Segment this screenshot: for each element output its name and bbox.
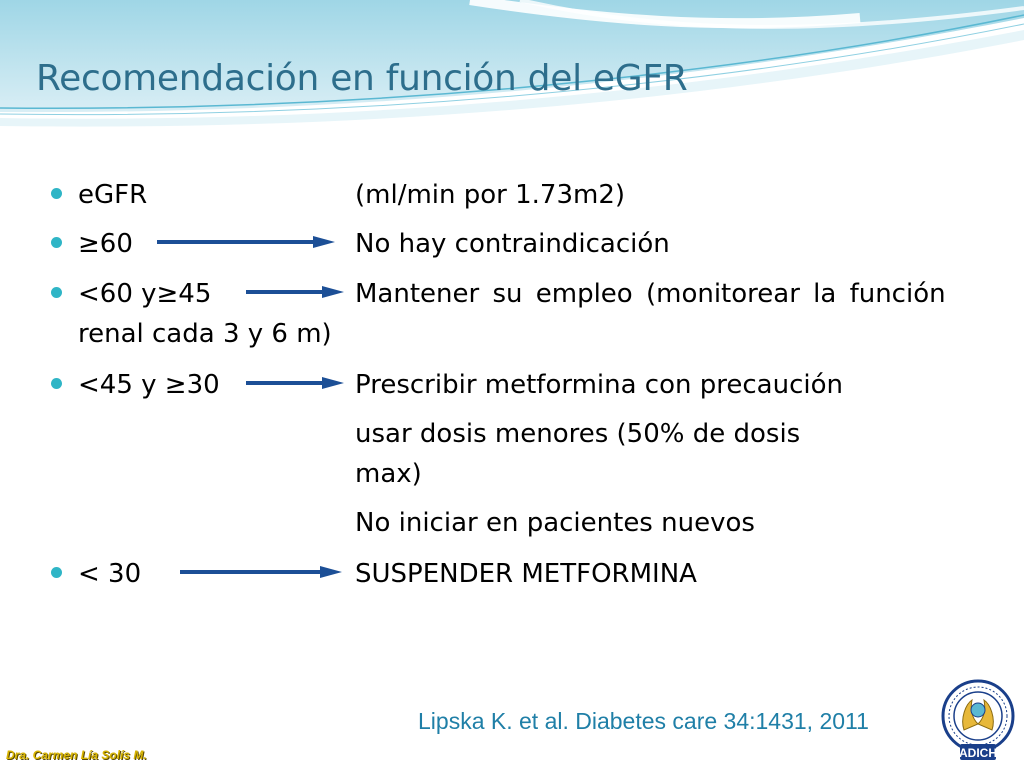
bullet-icon [51, 378, 62, 389]
recommendation-60: No hay contraindicación [355, 229, 670, 259]
recommendation-30-45-a: Prescribir metformina con precaución [355, 370, 843, 400]
bullet-icon [51, 567, 62, 578]
arrow-right-icon [244, 284, 346, 300]
slide-title: Recomendación en función del eGFR [36, 58, 688, 99]
citation: Lipska K. et al. Diabetes care 34:1431, 2011 [418, 708, 869, 734]
author-footer: Dra. Carmen Lía Solís M. [6, 748, 147, 762]
egfr-range-45-60: <60 y≥45 [78, 279, 212, 309]
recommendation-45-60: Mantener su empleo (monitorear la función [355, 279, 946, 309]
recommendation-lt30: SUSPENDER METFORMINA [355, 559, 697, 589]
recommendation-30-45-b: usar dosis menores (50% de dosis [355, 419, 801, 449]
adich-logo [938, 678, 1018, 764]
recommendation-45-60-continued: renal cada 3 y 6 m) [78, 319, 332, 349]
arrow-right-icon [155, 234, 337, 250]
svg-text:ADICH: ADICH [959, 746, 997, 760]
arrow-right-icon [244, 375, 346, 391]
bullet-icon [51, 188, 62, 199]
egfr-range-30-45: <45 y ≥30 [78, 370, 220, 400]
bullet-icon [51, 287, 62, 298]
bullet-icon [51, 237, 62, 248]
egfr-range-60: ≥60 [78, 229, 133, 259]
egfr-range-lt30: < 30 [78, 559, 142, 589]
recommendation-30-45-c: max) [355, 459, 422, 489]
arrow-right-icon [178, 564, 344, 580]
recommendation-30-45-d: No iniciar en pacientes nuevos [355, 508, 755, 538]
units-label: (ml/min por 1.73m2) [355, 180, 626, 210]
egfr-label: eGFR [78, 180, 148, 210]
